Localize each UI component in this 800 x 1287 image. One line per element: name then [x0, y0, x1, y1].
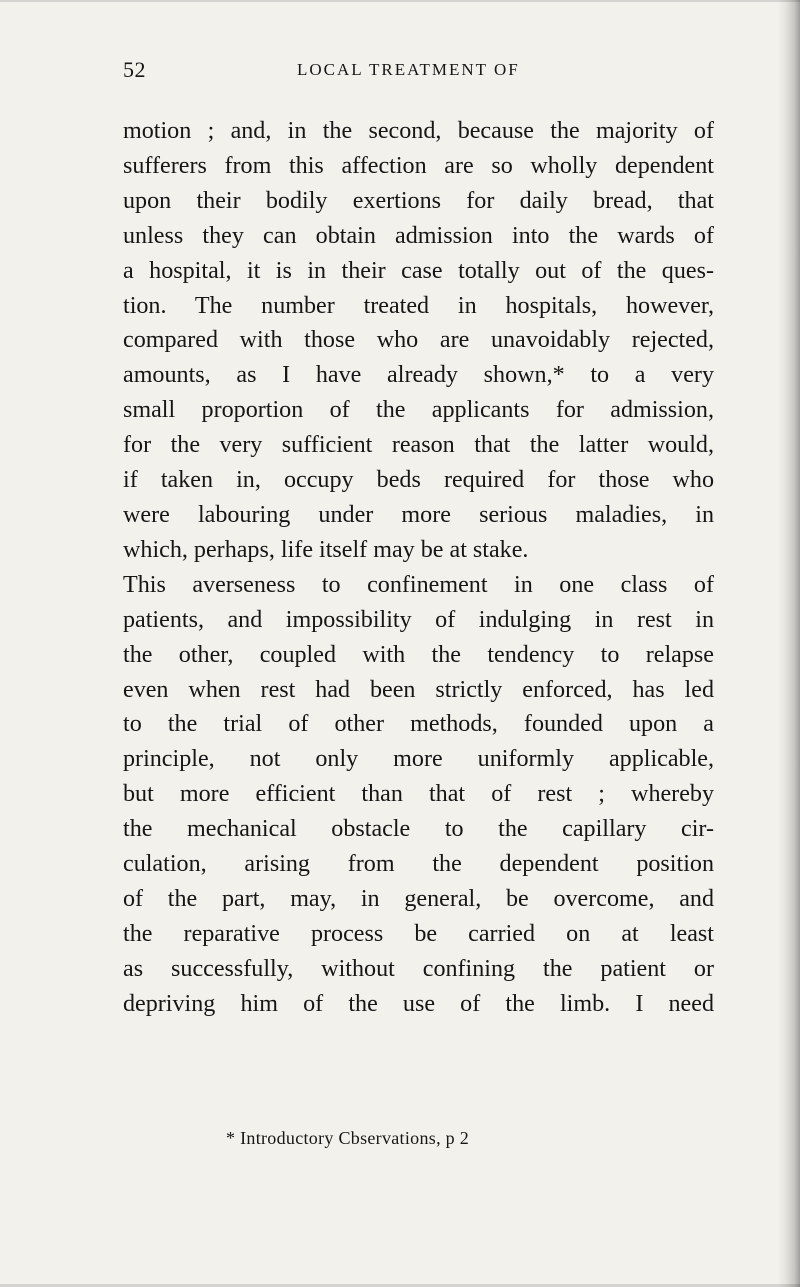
text-line: depriving him of the use of the limb. I need: [123, 990, 714, 1017]
text-line: for the very sufficient reason that the latter would,: [123, 432, 714, 459]
body-text: [123, 114, 714, 1022]
text-line: small proportion of the applicants for admission,: [123, 397, 714, 424]
text-line: culation, arising from the dependent position: [123, 851, 714, 878]
text-line: This averseness to confinement in one class of: [123, 571, 714, 598]
text-line: to the trial of other methods, founded upon a: [123, 711, 714, 738]
text-line: amounts, as I have already shown,* to a very: [123, 362, 714, 389]
spine-shadow: [778, 0, 800, 1287]
text-line: a hospital, it is in their case totally out of the ques-: [123, 257, 714, 284]
text-line: unless they can obtain admission into the wards of: [123, 222, 714, 249]
text-line: the reparative process be carried on at least: [123, 920, 714, 947]
text-line: but more efficient than that of rest ; whereby: [123, 781, 714, 808]
text-line: compared with those who are unavoidably rejected,: [123, 327, 714, 354]
page-number: 52: [123, 57, 146, 82]
text-line: the other, coupled with the tendency to relapse: [123, 641, 714, 668]
text-line: if taken in, occupy beds required for those who: [123, 467, 714, 494]
text-line: were labouring under more serious maladies, in: [123, 501, 714, 528]
footnote: * Introductory Cbservations, p 2: [226, 1128, 470, 1148]
text-line: patients, and impossibility of indulging in rest in: [123, 606, 714, 633]
text-line: even when rest had been strictly enforced, has led: [123, 676, 714, 703]
text-line: upon their bodily exertions for daily bread, that: [123, 187, 714, 214]
text-line: the mechanical obstacle to the capillary cir-: [123, 816, 714, 843]
text-line: motion ; and, in the second, because the majority of: [123, 118, 714, 144]
text-line: sufferers from this affection are so wholly dependent: [123, 152, 714, 179]
text-line: which, perhaps, life itself may be at stake.: [123, 536, 529, 563]
text-line: tion. The number treated in hospitals, however,: [123, 292, 714, 319]
text-line: of the part, may, in general, be overcome, and: [123, 885, 714, 912]
text-line: principle, not only more uniformly applicable,: [123, 746, 714, 773]
page-top-edge: [0, 0, 800, 2]
running-head: [123, 57, 713, 91]
running-head-title: LOCAL TREATMENT OF: [297, 60, 520, 79]
text-line: as successfully, without confining the patient or: [123, 955, 714, 982]
